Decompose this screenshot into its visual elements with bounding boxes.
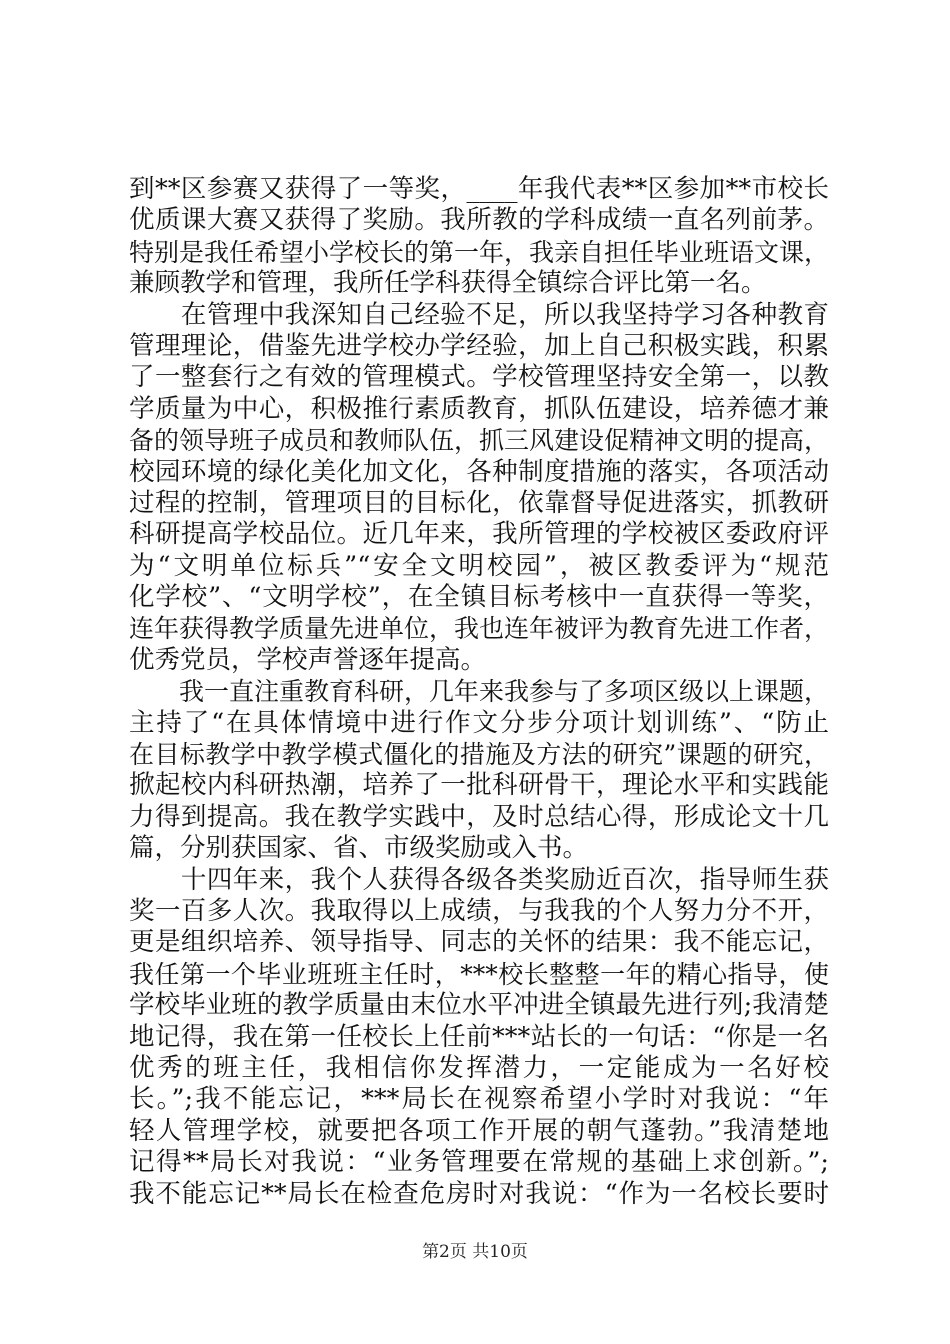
- text-line: 篇，分别获国家、省、市级奖励或入书。: [129, 833, 589, 864]
- text-line: 力得到提高。我在教学实践中，及时总结心得，形成论文十几: [129, 801, 829, 832]
- text-line: 科研提高学校品位。近几年来，我所管理的学校被区委政府评: [129, 519, 829, 550]
- text-line: 化学校”、“文明学校”，在全镇目标考核中一直获得一等奖，: [129, 582, 829, 613]
- text-line: 奖一百多人次。我取得以上成绩，与我我的个人努力分不开，: [129, 895, 829, 926]
- text-line: 十四年来，我个人获得各级各类奖励近百次，指导师生获: [129, 864, 829, 895]
- page-footer: 第2页 共10页: [422, 1242, 528, 1262]
- text-line: 掀起校内科研热潮，培养了一批科研骨干，理论水平和实践能: [129, 770, 829, 801]
- text-line: 过程的控制，管理项目的目标化，依靠督导促进落实，抓教研: [129, 487, 829, 518]
- text-line: 长。”;我不能忘记，***局长在视察希望小学时对我说：“年: [129, 1084, 829, 1115]
- text-line: 为“文明单位标兵”“安全文明校园”，被区教委评为“规范: [129, 550, 829, 581]
- text-line: 学质量为中心，积极推行素质教育，抓队伍建设，培养德才兼: [129, 393, 829, 424]
- text-line: 连年获得教学质量先进单位，我也连年被评为教育先进工作者，: [129, 614, 830, 644]
- text-line: 管理理论，借鉴先进学校办学经验，加上自己积极实践，积累: [129, 330, 829, 361]
- text-line: 优秀的班主任，我相信你发挥潜力，一定能成为一名好校: [129, 1052, 829, 1083]
- text-line: 学校毕业班的教学质量由末位水平冲进全镇最先进行列;我清楚: [129, 990, 829, 1021]
- text-line: 在管理中我深知自己经验不足，所以我坚持学习各种教育: [129, 299, 829, 330]
- text-line: 主持了“在具体情境中进行作文分步分项计划训练”、“防止: [129, 707, 829, 738]
- text-line: 轻人管理学校，就要把各项工作开展的朝气蓬勃。”我清楚地: [129, 1115, 829, 1146]
- text-line: 校园环境的绿化美化加文化，各种制度措施的落实，各项活动: [129, 456, 829, 487]
- text-line: 地记得，我在第一任校长上任前***站长的一句话：“你是一名: [129, 1021, 829, 1052]
- text-line: 优质课大赛又获得了奖励。我所教的学科成绩一直名列前茅。: [129, 205, 829, 236]
- document-body: [129, 174, 829, 1210]
- text-line: 我一直注重教育科研，几年来我参与了多项区级以上课题，: [129, 677, 830, 707]
- text-line: 到**区参赛又获得了一等奖，____年我代表**区参加**市校长: [129, 174, 829, 204]
- text-line: 了一整套行之有效的管理模式。学校管理坚持安全第一，以教: [129, 362, 829, 393]
- text-line: 优秀党员，学校声誉逐年提高。: [129, 644, 487, 675]
- text-line: 在目标教学中教学模式僵化的措施及方法的研究”课题的研究，: [129, 740, 829, 770]
- text-line: 兼顾教学和管理，我所任学科获得全镇综合评比第一名。: [129, 268, 767, 299]
- text-line: 我不能忘记**局长在检查危房时对我说：“作为一名校长要时: [129, 1178, 829, 1209]
- text-line: 记得**局长对我说：“业务管理要在常规的基础上求创新。”;: [129, 1147, 829, 1178]
- text-line: 特别是我任希望小学校长的第一年，我亲自担任毕业班语文课，: [129, 237, 830, 267]
- text-line: 更是组织培养、领导指导、同志的关怀的结果：我不能忘记，: [129, 927, 829, 958]
- text-line: 我任第一个毕业班班主任时，***校长整整一年的精心指导，使: [129, 959, 829, 989]
- text-line: 备的领导班子成员和教师队伍，抓三风建设促精神文明的提高，: [129, 426, 830, 456]
